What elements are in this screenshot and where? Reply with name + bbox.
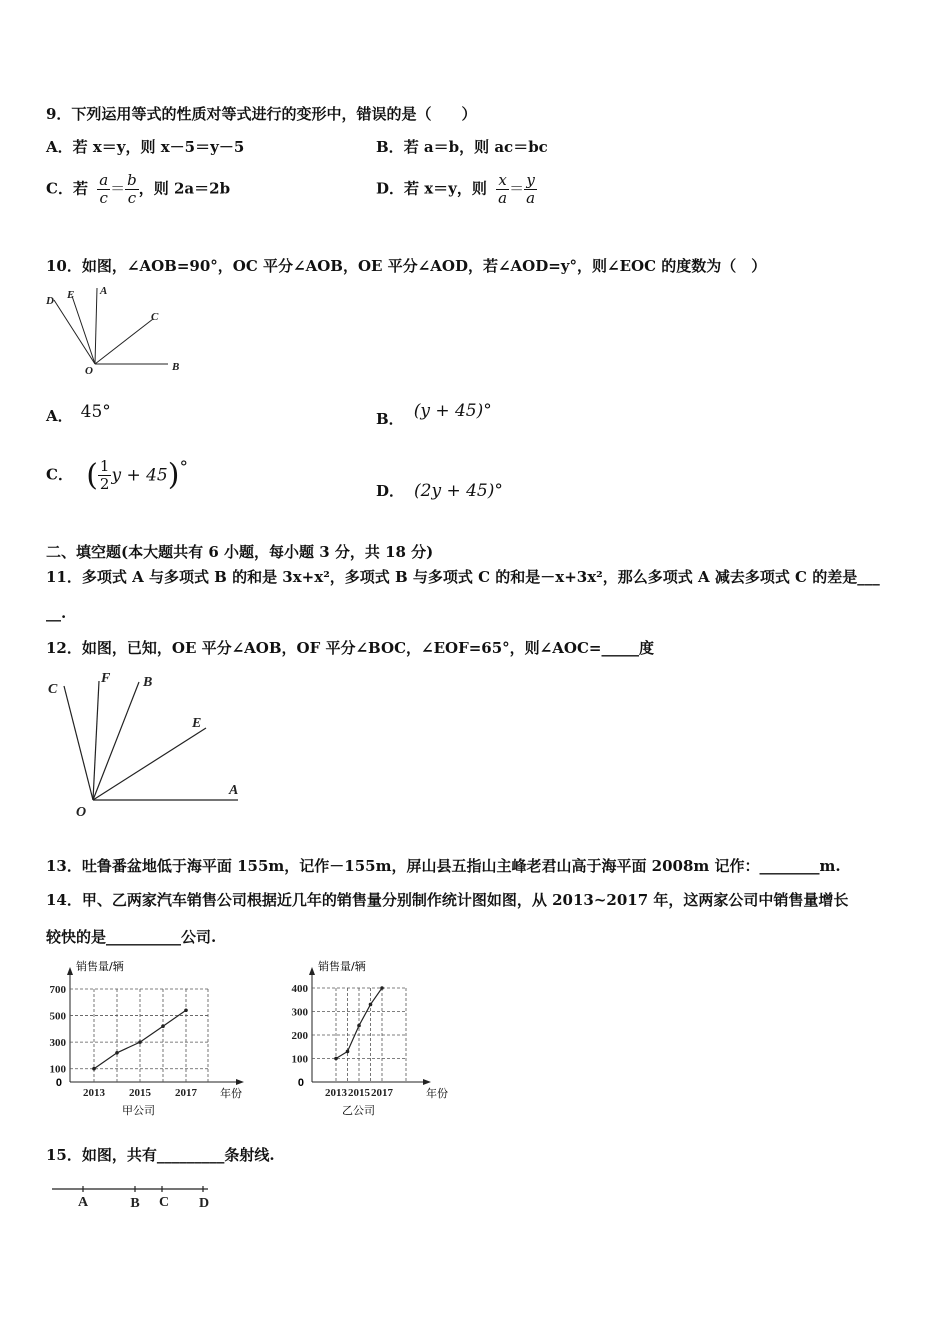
q9-option-b: B．若 a＝b，则 ac＝bc: [376, 138, 548, 156]
yi-xtick-label: 2013: [325, 1087, 347, 1099]
q9-stem: 9．下列运用等式的性质对等式进行的变形中，错误的是（ ）: [46, 105, 477, 123]
jia-ytick-label: 300: [49, 1037, 66, 1050]
q15-figure: [46, 1178, 226, 1218]
q15-point-b: B: [130, 1196, 140, 1211]
q14-line1: 14．甲、乙两家汽车销售公司根据近几年的销售量分别制作统计图如图，从 2013~2017 年，这两家公司中销售量增长: [46, 891, 849, 909]
chart-jia-title: 甲公司: [122, 1104, 155, 1117]
q12-label-a: A: [229, 783, 239, 798]
jia-data-point: [92, 1067, 96, 1071]
q12-label-c: C: [48, 682, 58, 697]
q10-option-c: C． ( $\frac{1}{2}$ y + 45)°: [46, 457, 188, 493]
q10-option-b: B． (y + 45)°: [376, 401, 492, 428]
chart-yi-title: 乙公司: [342, 1104, 375, 1117]
yi-ytick-label: 300: [291, 1006, 308, 1019]
q10-figure: [40, 280, 190, 380]
yi-xtick-label: 2015: [348, 1087, 370, 1099]
q9-option-d: D．若 x＝y，则 $\frac{x}{a}$ ＝ $\frac{y}{a}$: [376, 171, 536, 207]
yi-xtick-label: 2017: [371, 1087, 393, 1099]
jia-data-point: [184, 1008, 188, 1012]
q12-figure: [40, 668, 250, 823]
q15-point-c: C: [158, 1195, 170, 1210]
yi-data-point: [357, 1024, 361, 1028]
yi-ytick-label: 100: [291, 1053, 308, 1066]
yi-ytick-label: 400: [291, 983, 308, 995]
q10-label-b: B: [172, 361, 180, 373]
jia-xtick-label: 2017: [175, 1087, 197, 1099]
q10-option-d: D． (2y + 45)°: [376, 481, 503, 501]
q10-option-a: A． 45°: [46, 402, 111, 425]
yi-data-point: [380, 986, 384, 990]
chart-yi-ylabel: 销售量/辆: [318, 960, 366, 973]
q10-label-d: D: [46, 295, 54, 307]
q15-point-a: A: [77, 1195, 89, 1210]
jia-ytick-label: 700: [49, 984, 66, 996]
q9-option-a: A．若 x＝y，则 x－5＝y－5: [46, 138, 245, 156]
jia-data-point: [161, 1024, 165, 1028]
jia-ytick-label: 100: [49, 1063, 66, 1076]
chart-jia: [40, 955, 270, 1125]
yi-data-point: [369, 1003, 373, 1007]
q12-stem: 12．如图，已知，OE 平分∠AOB，OF 平分∠BOC，∠EOF=65°，则∠AOC=_____度: [46, 639, 654, 657]
chart-jia-origin: 0: [55, 1077, 62, 1089]
yi-data-point: [334, 1057, 338, 1061]
yi-ytick-label: 200: [291, 1030, 308, 1042]
q9-option-c: C．若 $\frac{a}{c}$ ＝ $\frac{b}{c}$ ，则 2a＝2b: [46, 171, 231, 207]
q10-label-c: C: [151, 311, 159, 323]
q13-stem: 13．吐鲁番盆地低于海平面 155m，记作－155m，屏山县五指山主峰老君山高于海平面 2008m 记作：________m.: [46, 857, 841, 875]
q10-label-a: A: [100, 285, 108, 297]
chart-jia-xlabel: 年份: [220, 1087, 242, 1100]
chart-yi-origin: 0: [297, 1077, 304, 1089]
chart-jia-ylabel: 销售量/辆: [76, 960, 124, 973]
section-2-title: 二、填空题(本大题共有 6 小题，每小题 3 分，共 18 分): [46, 543, 434, 561]
q11-line2: __.: [46, 604, 67, 622]
q10-label-o: O: [85, 365, 93, 377]
jia-xtick-label: 2015: [129, 1087, 151, 1099]
yi-data-point: [346, 1050, 350, 1054]
q15-stem: 15．如图，共有_________条射线.: [46, 1146, 275, 1164]
q12-label-f: F: [101, 671, 111, 686]
jia-ytick-label: 500: [49, 1010, 66, 1023]
chart-yi: [280, 955, 470, 1125]
q14-line2: 较快的是__________公司.: [46, 928, 217, 946]
q10-stem: 10．如图，∠AOB=90°，OC 平分∠AOB，OE 平分∠AOD，若∠AOD=y°，则∠EOC 的度数为（ ）: [46, 257, 767, 275]
q12-label-o: O: [76, 805, 87, 820]
q12-label-b: B: [143, 675, 153, 690]
q11-line1: 11．多项式 A 与多项式 B 的和是 3x+x²，多项式 B 与多项式 C 的和是－x+3x²，那么多项式 A 减去多项式 C 的差是___: [46, 568, 880, 586]
jia-data-point: [138, 1040, 142, 1044]
chart-yi-xlabel: 年份: [426, 1087, 448, 1100]
q12-label-e: E: [192, 716, 202, 731]
jia-data-point: [115, 1051, 119, 1055]
q15-point-d: D: [198, 1196, 210, 1211]
jia-xtick-label: 2013: [83, 1087, 105, 1099]
q10-label-e: E: [67, 289, 75, 301]
